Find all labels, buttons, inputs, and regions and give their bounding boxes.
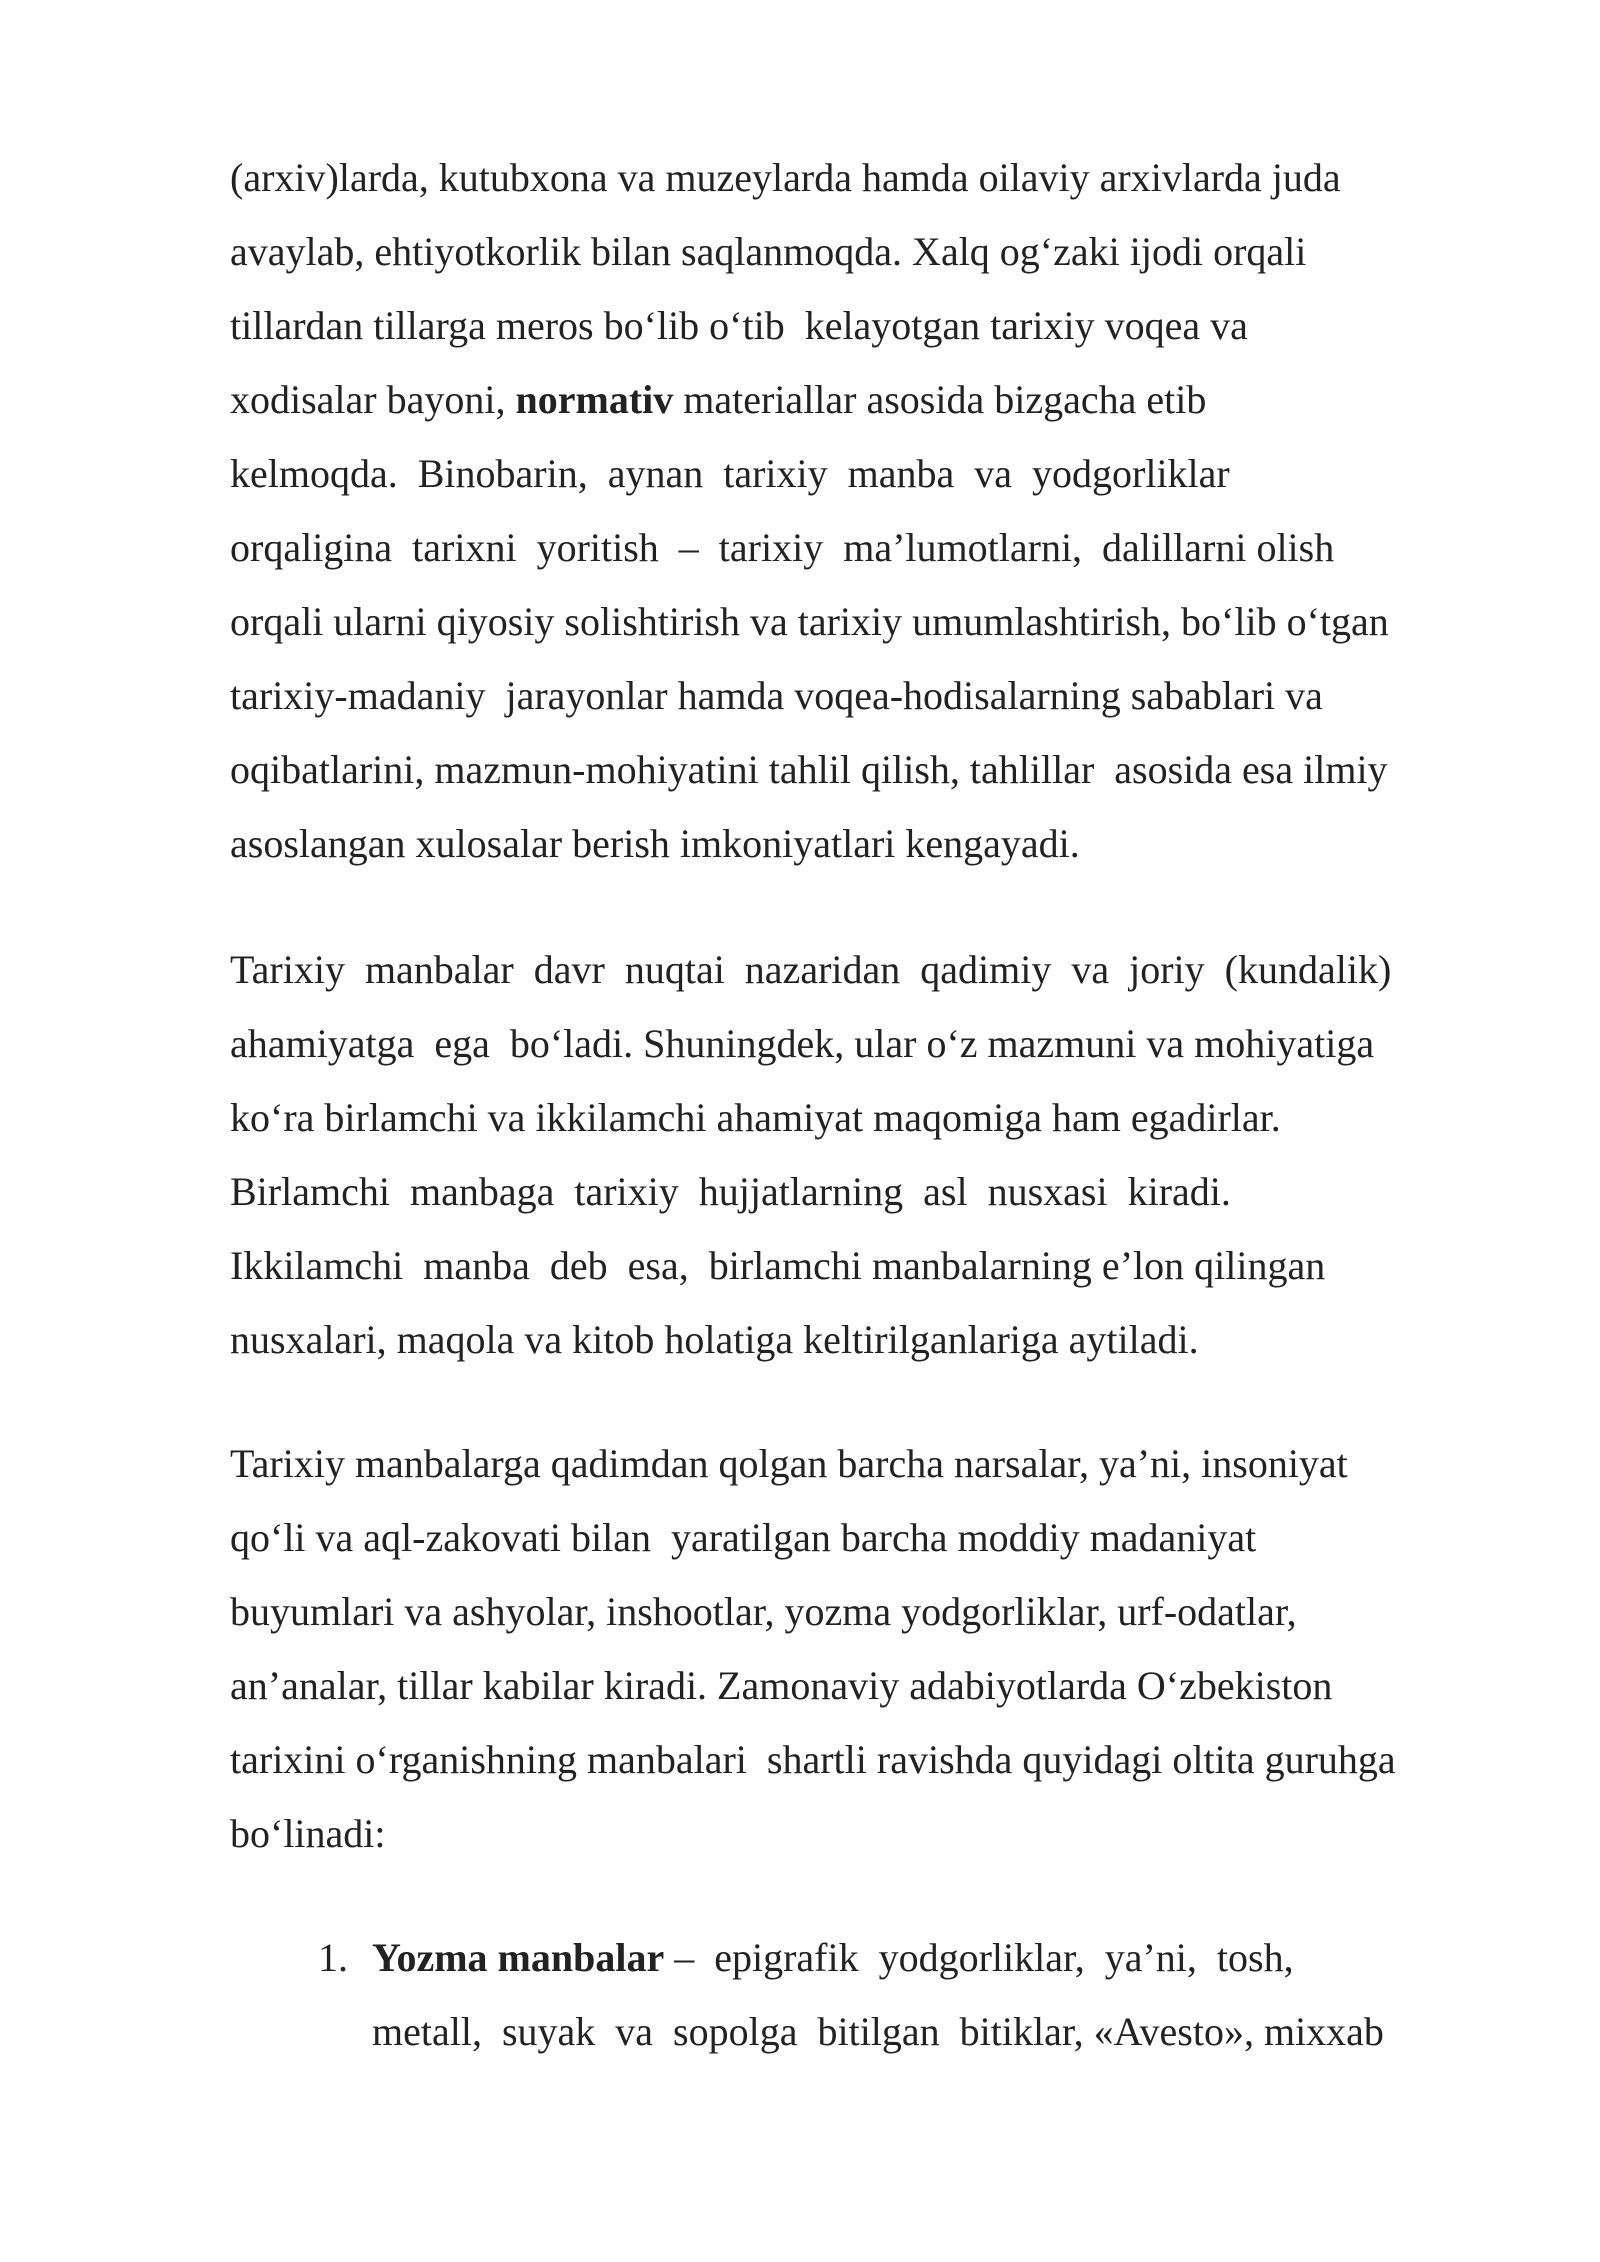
paragraph-1-line-5: kelmoqda. Binobarin, aynan tarixiy manba va yodgorliklar <box>230 451 1230 496</box>
list-item-line-2: metall, suyak va sopolga bitilgan bitiklar, «Avesto», mixxab <box>372 2009 1384 2054</box>
paragraph-1-line-1: (arxiv)larda, kutubxona va muzeylarda hamda oilaviy arxivlarda juda <box>230 155 1341 200</box>
paragraph-1-line-2: avaylab, ehtiyotkorlik bilan saqlanmoqda. Xalq og‘zaki ijodi orqali <box>230 229 1307 274</box>
paragraph-2-line-2: ahamiyatga ega bo‘ladi. Shuningdek, ular o‘z mazmuni va mohiyatiga <box>230 1021 1375 1066</box>
paragraph-1-line-9: oqibatlarini, mazmun-mohiyatini tahlil qilish, tahlillar asosida esa ilmiy <box>230 747 1388 792</box>
list-item-line-1 <box>372 1934 1294 1982</box>
paragraph-3-line-1: Tarixiy manbalarga qadimdan qolgan barcha narsalar, ya’ni, insoniyat <box>230 1441 1348 1486</box>
paragraph-1-line-7: orqali ularni qiyosiy solishtirish va tarixiy umumlashtirish, bo‘lib o‘tgan <box>230 599 1389 644</box>
paragraph-3-line-2: qo‘li va aql-zakovati bilan yaratilgan barcha moddiy madaniyat <box>230 1515 1257 1560</box>
list-item-heading: Yozma manbalar <box>372 1935 665 1980</box>
paragraph-1-line-10: asoslangan xulosalar berish imkoniyatlari kengayadi. <box>230 821 1080 866</box>
paragraph-2-line-6: nusxalari, maqola va kitob holatiga keltirilganlariga aytiladi. <box>230 1317 1199 1362</box>
paragraph-1-line-4-text: xodisalar bayoni, <box>230 377 516 422</box>
paragraph-3-line-5: tarixini o‘rganishning manbalari shartli ravishda quyidagi oltita guruhga <box>230 1737 1396 1782</box>
paragraph-3-line-3: buyumlari va ashyolar, inshootlar, yozma yodgorliklar, urf-odatlar, <box>230 1589 1297 1634</box>
paragraph-2-line-5: Ikkilamchi manba deb esa, birlamchi manbalarning e’lon qilingan <box>230 1243 1326 1288</box>
list-item-line-1-rest: – epigrafik yodgorliklar, ya’ni, tosh, <box>664 1935 1294 1980</box>
paragraph-3-line-4: an’analar, tillar kabilar kiradi. Zamonaviy adabiyotlarda O‘zbekiston <box>230 1663 1333 1708</box>
paragraph-2-line-3: ko‘ra birlamchi va ikkilamchi ahamiyat maqomiga ham egadirlar. <box>230 1095 1281 1140</box>
list-item-number: 1. <box>318 1935 348 1980</box>
paragraph-1-line-6: orqaligina tarixni yoritish – tarixiy ma’lumotlarni, dalillarni olish <box>230 525 1335 570</box>
paragraph-2-line-1: Tarixiy manbalar davr nuqtai nazaridan qadimiy va joriy (kundalik) <box>230 947 1392 992</box>
paragraph-1-line-4-rest: materiallar asosida bizgacha etib <box>673 377 1207 422</box>
paragraph-1-line-8: tarixiy-madaniy jarayonlar hamda voqea-hodisalarning sabablari va <box>230 673 1323 718</box>
paragraph-3-line-6: bo‘linadi: <box>230 1811 386 1856</box>
paragraph-2-line-4: Birlamchi manbaga tarixiy hujjatlarning asl nusxasi kiradi. <box>230 1169 1231 1214</box>
paragraph-1-line-4 <box>230 376 1206 424</box>
bold-term: normativ <box>515 377 674 422</box>
paragraph-1-line-3: tillardan tillarga meros bo‘lib o‘tib kelayotgan tarixiy voqea va <box>230 303 1248 348</box>
